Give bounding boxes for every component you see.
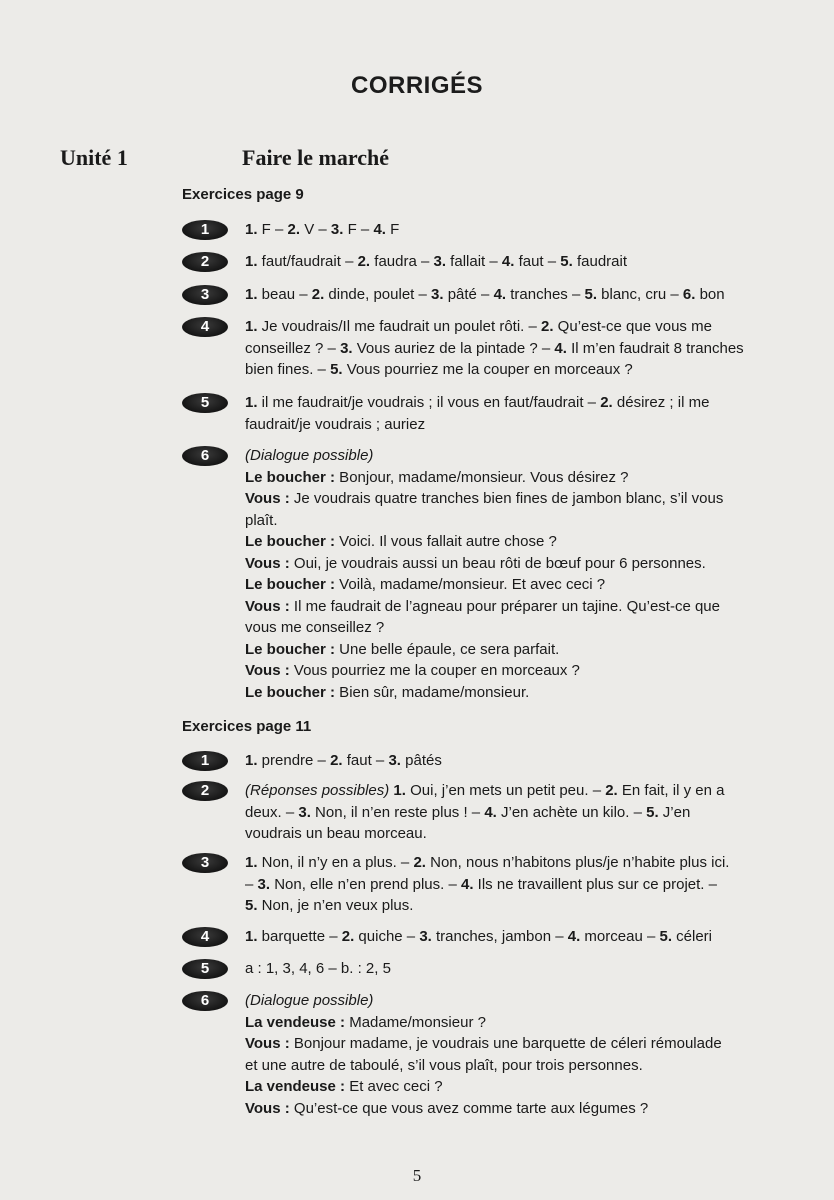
exercise-answer-text — [245, 926, 782, 948]
answer-text: vous me conseillez ? — [245, 619, 385, 636]
exercise-answer-text — [245, 284, 782, 306]
answer-text: Et avec ceci ? — [345, 1078, 443, 1095]
exercise-answer — [182, 219, 782, 241]
answer-line — [245, 802, 782, 824]
item-number: 4. — [501, 253, 515, 270]
answer-line — [245, 682, 782, 704]
answer-line — [245, 359, 782, 381]
exercise-answer — [182, 780, 782, 845]
exercise-number-badge: 3 — [182, 285, 228, 305]
answer-line — [245, 926, 782, 948]
answer-text: céleri — [672, 928, 713, 945]
answer-line — [245, 958, 782, 980]
item-number: 2. — [341, 928, 355, 945]
item-number: 4. — [484, 803, 497, 821]
exercise-number-badge: 1 — [182, 220, 228, 240]
answer-text: Voilà, madame/monsieur. Et avec ceci ? — [335, 576, 606, 593]
instruction-note: (Dialogue possible) — [245, 447, 374, 464]
page-title: CORRIGÉS — [350, 72, 483, 99]
item-number: 2. — [413, 854, 426, 871]
answer-line — [245, 1033, 782, 1055]
exercise-answer — [182, 852, 782, 917]
answer-line — [245, 895, 782, 917]
item-number: 2. — [605, 782, 618, 799]
answer-text: Non, il n’y en a plus. – — [257, 854, 414, 871]
exercise-number-badge: 6 — [182, 446, 228, 466]
answer-text: faut – — [514, 253, 561, 270]
answer-text: faudrait — [572, 253, 627, 270]
item-number: 5. — [245, 897, 258, 914]
speaker-label: La vendeuse : — [245, 1013, 346, 1031]
answer-text: Non, elle n’en prend plus. – — [270, 875, 461, 893]
item-number: 5. — [646, 803, 659, 821]
answer-text: blanc, cru – — [597, 286, 683, 303]
answer-text: F – — [257, 221, 288, 238]
answer-text: Bien sûr, madame/monsieur. — [335, 683, 530, 701]
answer-text: barquette – — [257, 928, 342, 945]
exercise-number-badge: 4 — [182, 317, 228, 337]
exercise-answer — [182, 445, 782, 703]
answer-text: a : 1, 3, 4, 6 – b. : 2, 5 — [245, 960, 391, 977]
item-number: 5. — [659, 928, 672, 945]
answer-text: Vous pourriez me la couper en morceaux ? — [289, 662, 580, 679]
answer-line — [245, 780, 782, 802]
exercise-answer-text — [245, 392, 782, 435]
answer-text: Non, nous n’habitons plus/je n’habite plus ici. — [425, 854, 730, 871]
answer-line — [245, 750, 782, 772]
answer-line — [245, 338, 782, 360]
item-number: 3. — [419, 928, 432, 945]
answer-text: pâté – — [443, 286, 494, 303]
answer-text: il me faudrait/je voudrais ; il vous en faut/faudrait – — [257, 394, 601, 411]
exercise-answer-text — [245, 780, 782, 845]
speaker-label: La vendeuse : — [245, 1078, 346, 1095]
item-number: 2. — [287, 221, 301, 238]
answer-line — [245, 852, 782, 874]
answer-line — [245, 574, 782, 596]
answer-line — [245, 1012, 782, 1034]
item-number: 4. — [567, 928, 581, 945]
answer-line — [245, 392, 782, 414]
exercise-number-badge: 1 — [182, 751, 228, 771]
item-number: 3. — [340, 339, 353, 357]
answer-text: faut – — [342, 752, 389, 769]
answer-line — [245, 531, 782, 553]
speaker-label: Le boucher : — [245, 468, 336, 486]
item-number: 3. — [431, 286, 444, 303]
answer-line — [245, 510, 782, 532]
answer-text: Il me faudrait de l’agneau pour préparer un tajine. Qu’est-ce que — [289, 597, 720, 615]
answer-line — [245, 488, 782, 510]
answer-line — [245, 874, 782, 896]
exercise-answer — [182, 990, 782, 1119]
item-number: 4. — [461, 875, 474, 893]
answer-text: conseillez ? – — [245, 339, 341, 357]
exercise-answer — [182, 316, 782, 381]
item-number: 1. — [245, 286, 258, 303]
answer-line — [245, 1076, 782, 1098]
speaker-label: Vous : — [245, 662, 290, 679]
instruction-note: (Dialogue possible) — [245, 992, 374, 1009]
answer-line — [245, 990, 782, 1012]
answer-line — [245, 823, 782, 845]
item-number: 3. — [257, 875, 271, 893]
answer-line — [245, 660, 782, 682]
speaker-label: Le boucher : — [245, 640, 336, 658]
item-number: 3. — [433, 253, 447, 270]
answer-text: J’en — [658, 803, 691, 821]
exercise-answer-text — [245, 852, 782, 917]
answer-line — [245, 467, 782, 489]
speaker-label: Vous : — [245, 490, 290, 507]
item-number: 4. — [373, 221, 386, 238]
exercise-number-badge: 2 — [182, 781, 228, 801]
item-number: 5. — [560, 253, 573, 270]
answer-line — [245, 596, 782, 618]
item-number: 5. — [330, 361, 343, 378]
item-number: 5. — [584, 286, 597, 303]
instruction-note: (Réponses possibles) — [245, 782, 390, 799]
answer-text: faudra – — [370, 253, 434, 270]
exercise-number-badge: 2 — [182, 252, 228, 272]
answer-text: tranches – — [506, 286, 585, 303]
speaker-label: Le boucher : — [245, 576, 336, 593]
answer-line — [245, 414, 782, 436]
item-number: 2. — [311, 286, 325, 303]
answer-text: bon — [695, 286, 725, 303]
exercise-answer — [182, 926, 782, 948]
exercise-answer-text — [245, 750, 782, 772]
speaker-label: Le boucher : — [245, 683, 336, 701]
answer-text: Il m’en faudrait 8 tranches — [566, 339, 744, 357]
item-number: 3. — [330, 221, 344, 238]
exercise-answer-text — [245, 990, 782, 1119]
answer-text: Oui, j’en mets un petit peu. – — [405, 782, 606, 799]
answer-text: prendre – — [257, 752, 331, 769]
answer-line — [245, 553, 782, 575]
answer-text: Je voudrais/Il me faudrait un poulet rôti. – — [257, 318, 541, 335]
item-number: 1. — [393, 782, 406, 799]
answer-line — [245, 639, 782, 661]
answer-line — [245, 1055, 782, 1077]
item-number: 2. — [600, 394, 613, 411]
exercise-answer — [182, 251, 782, 273]
answer-text: Non, il n’en reste plus ! – — [310, 803, 485, 821]
answer-text: Une belle épaule, ce sera parfait. — [335, 640, 560, 658]
exercise-answer-text — [245, 445, 782, 703]
answer-line — [245, 251, 782, 273]
answer-text: Bonjour madame, je voudrais une barquette de céleri rémoulade — [289, 1035, 722, 1052]
unit-label: Unité 1 — [60, 145, 128, 170]
exercise-answer — [182, 284, 782, 306]
exercise-number-badge: 5 — [182, 959, 228, 979]
answer-text: Madame/monsieur ? — [345, 1013, 486, 1031]
section-heading: Exercices page 9 — [182, 186, 304, 203]
answer-text: Vous pourriez me la couper en morceaux ? — [342, 361, 633, 378]
answer-text: Qu’est-ce que vous avez comme tarte aux légumes ? — [289, 1099, 649, 1117]
answer-text: faudrait/je voudrais ; auriez — [245, 415, 426, 433]
section-heading: Exercices page 11 — [182, 718, 312, 735]
item-number: 3. — [388, 752, 401, 769]
item-number: 2. — [357, 253, 371, 270]
speaker-label: Vous : — [245, 1035, 290, 1052]
answer-text: tranches, jambon – — [431, 928, 568, 945]
answer-text: bien fines. – — [245, 361, 331, 378]
answer-text: deux. – — [245, 803, 299, 821]
exercise-answer-text — [245, 958, 782, 980]
answer-text: et une autre de taboulé, s’il vous plaît, pour trois personnes. — [245, 1056, 643, 1074]
item-number: 2. — [541, 318, 554, 335]
answer-text: – — [245, 875, 258, 893]
answer-line — [245, 284, 782, 306]
exercise-answer-text — [245, 316, 782, 381]
item-number: 4. — [493, 286, 507, 303]
answer-text: En fait, il y en a — [617, 782, 725, 799]
answer-text: morceau – — [580, 928, 660, 945]
item-number: 1. — [245, 318, 258, 335]
speaker-label: Vous : — [245, 554, 290, 572]
answer-text: Bonjour, madame/monsieur. Vous désirez ? — [335, 468, 629, 486]
speaker-label: Le boucher : — [245, 533, 336, 550]
item-number: 3. — [298, 803, 311, 821]
answer-line — [245, 219, 782, 241]
item-number: 1. — [245, 752, 258, 769]
answer-text: désirez ; il me — [612, 394, 710, 411]
answer-line — [245, 617, 782, 639]
item-number: 1. — [245, 221, 258, 238]
answer-text: J’en achète un kilo. – — [496, 803, 647, 821]
answer-text: plaît. — [245, 511, 278, 529]
answer-text: Qu’est-ce que vous me — [553, 318, 712, 335]
exercise-number-badge: 6 — [182, 991, 228, 1011]
item-number: 1. — [245, 928, 258, 945]
answer-text: voudrais un beau morceau. — [245, 825, 427, 842]
item-number: 2. — [330, 752, 343, 769]
exercise-number-badge: 5 — [182, 393, 228, 413]
exercise-answer — [182, 958, 782, 980]
item-number: 1. — [245, 394, 258, 411]
answer-text: Voici. Il vous fallait autre chose ? — [335, 533, 557, 550]
answer-text: Vous auriez de la pintade ? – — [352, 339, 555, 357]
exercise-answer — [182, 750, 782, 772]
answer-text: Oui, je voudrais aussi un beau rôti de bœuf pour 6 personnes. — [289, 554, 706, 572]
answer-text: quiche – — [354, 928, 420, 945]
item-number: 1. — [245, 253, 258, 270]
answer-text: F — [385, 221, 400, 238]
exercise-answer-text — [245, 219, 782, 241]
item-number: 4. — [554, 339, 567, 357]
answer-text: Non, je n’en veux plus. — [257, 897, 414, 914]
exercise-number-badge: 4 — [182, 927, 228, 947]
item-number: 1. — [245, 854, 258, 871]
speaker-label: Vous : — [245, 597, 290, 615]
answer-line — [245, 316, 782, 338]
answer-text: pâtés — [400, 752, 442, 769]
answer-line — [245, 445, 782, 467]
item-number: 6. — [682, 286, 696, 303]
answer-text: V – — [300, 221, 331, 238]
exercise-number-badge: 3 — [182, 853, 228, 873]
answer-line — [245, 1098, 782, 1120]
speaker-label: Vous : — [245, 1099, 290, 1117]
answer-text: beau – — [257, 286, 312, 303]
answer-text: Ils ne travaillent plus sur ce projet. – — [473, 875, 717, 893]
unit-topic: Faire le marché — [242, 145, 390, 170]
answer-text: fallait – — [446, 253, 502, 270]
answer-text: F – — [343, 221, 374, 238]
exercise-answer-text — [245, 251, 782, 273]
exercise-answer — [182, 392, 782, 435]
answer-text: Je voudrais quatre tranches bien fines de jambon blanc, s’il vous — [289, 490, 724, 507]
answer-text: dinde, poulet – — [324, 286, 432, 303]
page-number: 5 — [412, 1166, 422, 1185]
answer-text: faut/faudrait – — [257, 253, 358, 270]
